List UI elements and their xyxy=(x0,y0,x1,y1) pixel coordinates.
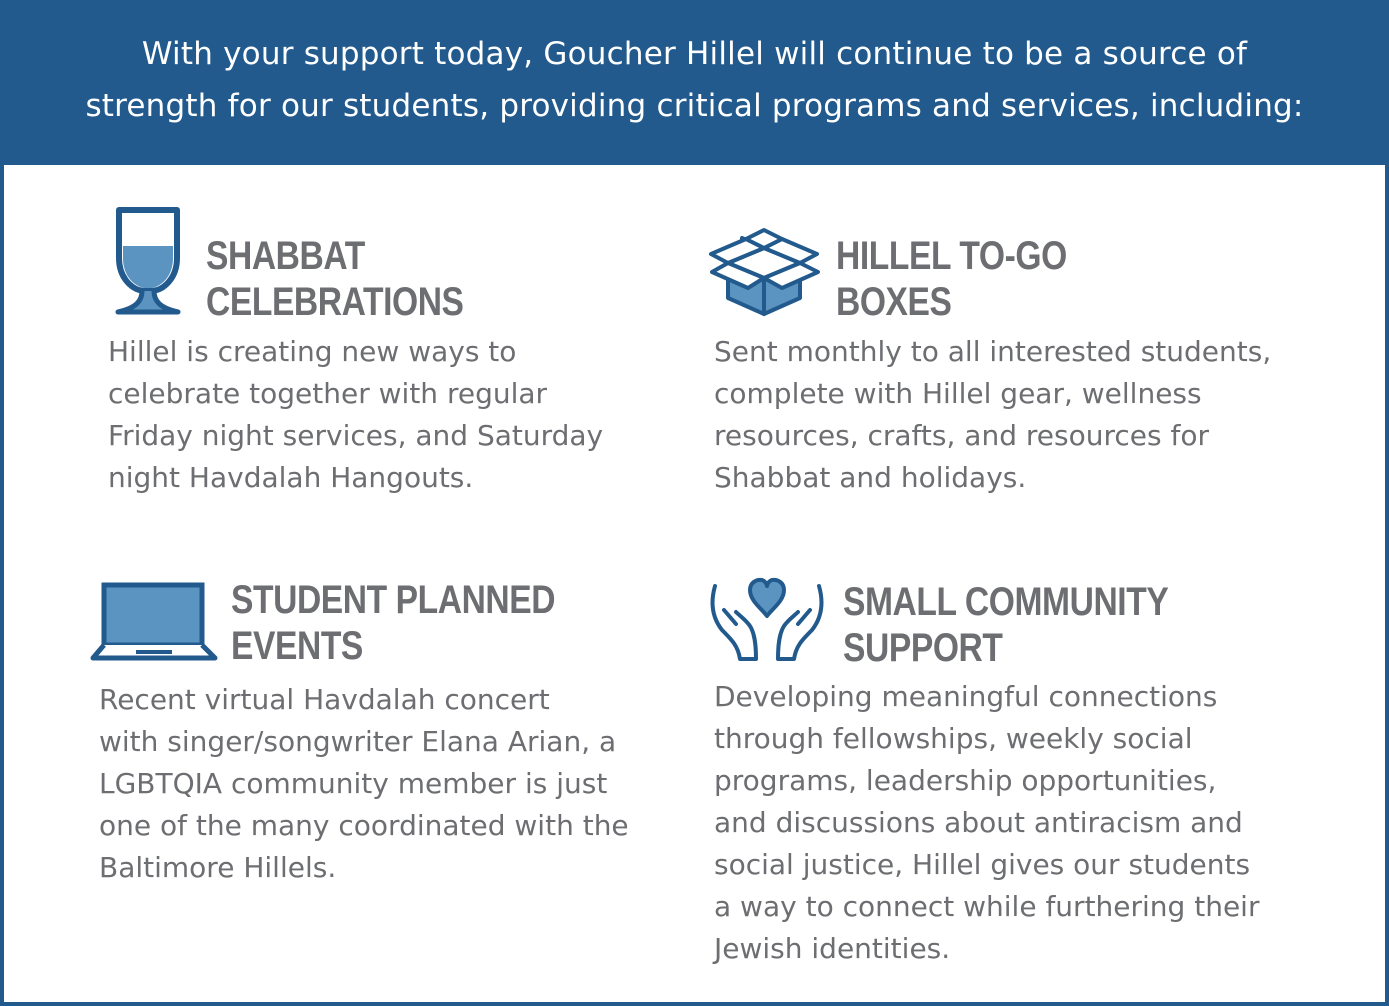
kiddush-cup-icon xyxy=(112,206,184,318)
program-title: STUDENT PLANNED EVENTS xyxy=(231,578,556,668)
banner-line-2: strength for our students, providing critical programs and services, including: xyxy=(85,88,1304,124)
program-description: Sent monthly to all interested students, complete with Hillel gear, wellness resources, crafts, and resources for Shabbat and holidays. xyxy=(714,335,1272,494)
banner-line-1: With your support today, Goucher Hillel will continue to be a source of xyxy=(141,36,1248,72)
laptop-icon xyxy=(90,580,218,662)
program-title: SHABBAT CELEBRATIONS xyxy=(206,234,464,324)
program-description: Hillel is creating new ways to celebrate together with regular Friday night services, and Saturday night Havdalah Hangouts. xyxy=(108,335,604,494)
program-description: Developing meaningful connections through fellowships, weekly social programs, leadership opportunities, and discussions about antiracism and social justice, Hillel gives our students a way to connect while furthering their Jewish identities. xyxy=(714,680,1260,965)
program-title: HILLEL TO-GO BOXES xyxy=(836,234,1067,324)
program-title: SMALL COMMUNITY SUPPORT xyxy=(843,580,1169,670)
program-description: Recent virtual Havdalah concert with singer/songwriter Elana Arian, a LGBTQIA community member is just one of the many coordinated with the Baltimore Hillels. xyxy=(99,683,629,884)
open-box-icon xyxy=(706,216,826,318)
hands-heart-icon xyxy=(706,576,828,664)
